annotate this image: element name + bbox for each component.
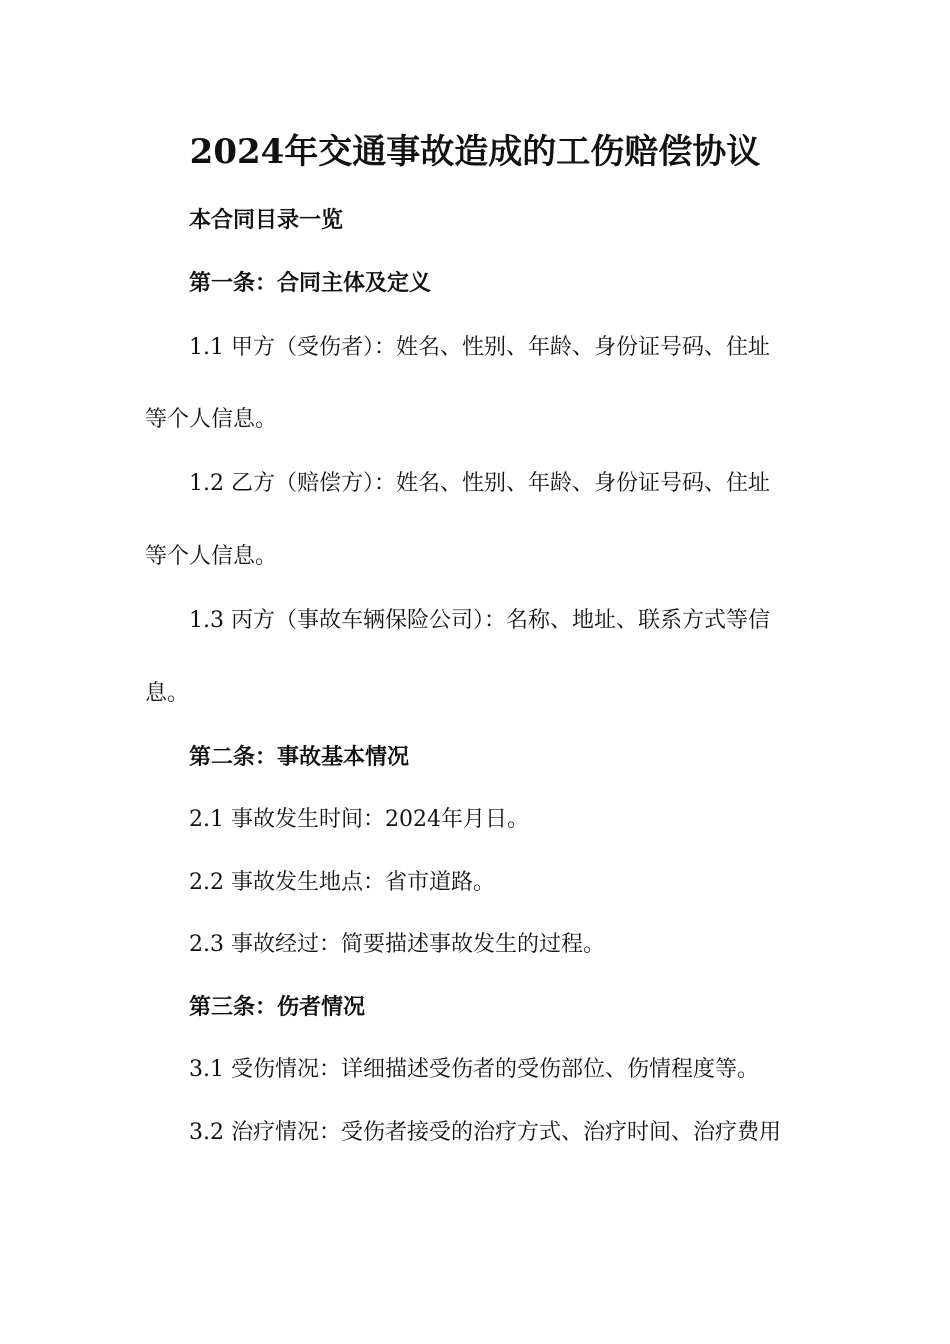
article1-item2-line1: 1.2 乙方（赔偿方）：姓名、性别、年龄、身份证号码、住址 [189,471,770,496]
article1-item3-line2: 息。 [145,681,190,706]
article2-item2: 2.2 事故发生地点：省市道路。 [189,870,495,895]
article3-heading: 第三条：伤者情况 [189,994,366,1020]
document-title: 2024年交通事故造成的工伤赔偿协议 [189,132,761,172]
article2-item3: 2.3 事故经过：简要描述事故发生的过程。 [189,932,605,957]
article3-item1: 3.1 受伤情况：详细描述受伤者的受伤部位、伤情程度等。 [189,1057,759,1082]
article1-item1-line2: 等个人信息。 [145,407,278,432]
article1-item2-line2: 等个人信息。 [145,544,278,569]
article1-item3-line1: 1.3 丙方（事故车辆保险公司）：名称、地址、联系方式等信 [189,608,770,633]
article2-item1: 2.1 事故发生时间：2024年月日。 [189,807,529,832]
article2-heading: 第二条：事故基本情况 [189,744,410,770]
article1-heading: 第一条：合同主体及定义 [189,270,432,296]
article3-item2-line1: 3.2 治疗情况：受伤者接受的治疗方式、治疗时间、治疗费用 [189,1120,781,1145]
toc-heading: 本合同目录一览 [189,207,344,233]
article1-item1-line1: 1.1 甲方（受伤者）：姓名、性别、年龄、身份证号码、住址 [189,335,770,360]
